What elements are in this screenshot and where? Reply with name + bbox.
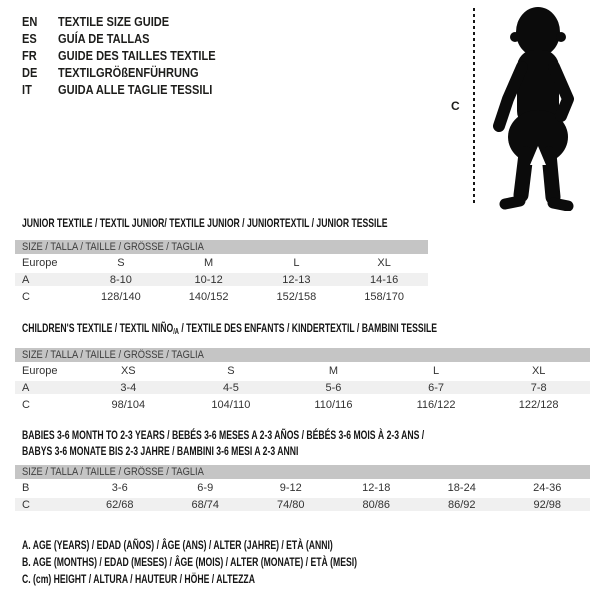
cell: 8-10: [109, 273, 132, 286]
section-title-children: CHILDREN'S TEXTILE / TEXTIL NIÑO/A / TEXTILE DES ENFANTS / KINDERTEXTIL / BAMBINI TESSILE: [22, 321, 438, 336]
cell: 62/68: [105, 498, 134, 511]
cell: 110/116: [314, 398, 353, 411]
cell: 6-7: [428, 381, 445, 394]
language-title: GUIDA ALLE TAGLIE TESSILI: [58, 82, 213, 97]
cell: 68/74: [191, 498, 220, 511]
table-row-europe: [15, 362, 590, 379]
legend-note-b: B. AGE (MONTHS) / EDAD (MESES) / ÂGE (MOIS) / ALTER (MONATE) / ETÀ (MESI): [22, 555, 358, 569]
row-label: C: [22, 398, 30, 411]
cell: 98/104: [111, 398, 146, 411]
cell: 12-18: [362, 481, 391, 494]
row-label: Europe: [22, 364, 58, 377]
cell: 3-4: [120, 381, 137, 394]
row-label: C: [22, 290, 30, 303]
cell: XL: [377, 256, 391, 269]
nino-a-subscript: /A: [173, 327, 179, 336]
cell: 4-5: [222, 381, 239, 394]
baby-silhouette-image: [485, 4, 590, 211]
children-size-table: [15, 348, 590, 413]
cell: XS: [120, 364, 136, 377]
cell: 74/80: [276, 498, 305, 511]
cell: 14-16: [370, 273, 399, 286]
height-dashed-line: [473, 8, 475, 205]
cell: S: [117, 256, 125, 269]
row-label: C: [22, 498, 30, 511]
language-title: GUÍA DE TALLAS: [58, 31, 150, 46]
cell: 6-9: [197, 481, 214, 494]
cell: 140/152: [188, 290, 229, 303]
language-row-en: [22, 13, 243, 30]
table-row-age: [15, 271, 428, 288]
height-marker-label: C: [451, 99, 460, 113]
size-column-header: SIZE / TALLA / TAILLE / GRÖSSE / TAGLIA: [22, 466, 204, 478]
cell: 86/92: [447, 498, 476, 511]
language-code: FR: [22, 48, 37, 63]
cell: M: [204, 256, 214, 269]
language-title-list: [22, 13, 243, 98]
table-row-months: [15, 479, 590, 496]
cell: 104/110: [211, 398, 251, 411]
language-code: EN: [22, 14, 38, 29]
cell: 12-13: [282, 273, 311, 286]
language-row-it: [22, 81, 243, 98]
language-row-fr: [22, 47, 243, 64]
table-row-height: [15, 396, 590, 413]
language-title: TEXTILE SIZE GUIDE: [58, 14, 170, 29]
table-header-bar: [15, 465, 590, 479]
cell: XL: [531, 364, 546, 377]
babies-size-table: [15, 465, 590, 513]
language-code: IT: [22, 82, 32, 97]
row-label: B: [22, 481, 30, 494]
cell: 7-8: [530, 381, 547, 394]
row-label: Europe: [22, 256, 58, 269]
cell: 152/158: [276, 290, 317, 303]
cell: S: [227, 364, 235, 377]
row-label: A: [22, 273, 30, 286]
cell: 92/98: [533, 498, 562, 511]
language-row-es: [22, 30, 243, 47]
cell: 5-6: [325, 381, 342, 394]
junior-size-table: [15, 240, 428, 305]
section-title-babies-line1: BABIES 3-6 MONTH TO 2-3 YEARS / BEBÉS 3-6 MESES A 2-3 AÑOS / BÉBÉS 3-6 MOIS À 2-3 ANS /: [22, 428, 425, 442]
table-row-height: [15, 496, 590, 513]
language-row-de: [22, 64, 243, 81]
cell: 158/170: [364, 290, 404, 303]
cell: 128/140: [100, 290, 141, 303]
size-column-header: SIZE / TALLA / TAILLE / GRÖSSE / TAGLIA: [22, 241, 204, 253]
cell: 80/86: [362, 498, 391, 511]
row-label: A: [22, 381, 30, 394]
section-title-junior: JUNIOR TEXTILE / TEXTIL JUNIOR/ TEXTILE JUNIOR / JUNIORTEXTIL / JUNIOR TESSILE: [22, 216, 388, 230]
legend-note-a: A. AGE (YEARS) / EDAD (AÑOS) / ÂGE (ANS) / ALTER (JAHRE) / ETÀ (ANNI): [22, 538, 333, 552]
language-title: TEXTILGRÖßENFÜHRUNG: [58, 65, 199, 80]
cell: 24-36: [533, 481, 562, 494]
cell: 122/128: [518, 398, 559, 411]
table-header-bar: [15, 348, 590, 362]
cell: L: [293, 256, 300, 269]
table-header-bar: [15, 240, 428, 254]
cell: 9-12: [279, 481, 302, 494]
table-row-height: [15, 288, 428, 305]
cell: L: [433, 364, 440, 377]
cell: 3-6: [111, 481, 128, 494]
size-column-header: SIZE / TALLA / TAILLE / GRÖSSE / TAGLIA: [22, 349, 204, 361]
table-row-europe: [15, 254, 428, 271]
cell: M: [328, 364, 339, 377]
language-title: GUIDE DES TAILLES TEXTILE: [58, 48, 216, 63]
language-code: ES: [22, 31, 37, 46]
cell: 10-12: [194, 273, 223, 286]
legend-note-c: C. (cm) HEIGHT / ALTURA / HAUTEUR / HÖHE / ALTEZZA: [22, 572, 255, 586]
language-code: DE: [22, 65, 38, 80]
cell: 18-24: [447, 481, 476, 494]
section-title-babies-line2: BABYS 3-6 MONATE BIS 2-3 JAHRE / BAMBINI 3-6 MESI A 2-3 ANNI: [22, 444, 299, 458]
table-row-age: [15, 379, 590, 396]
cell: 116/122: [416, 398, 456, 411]
